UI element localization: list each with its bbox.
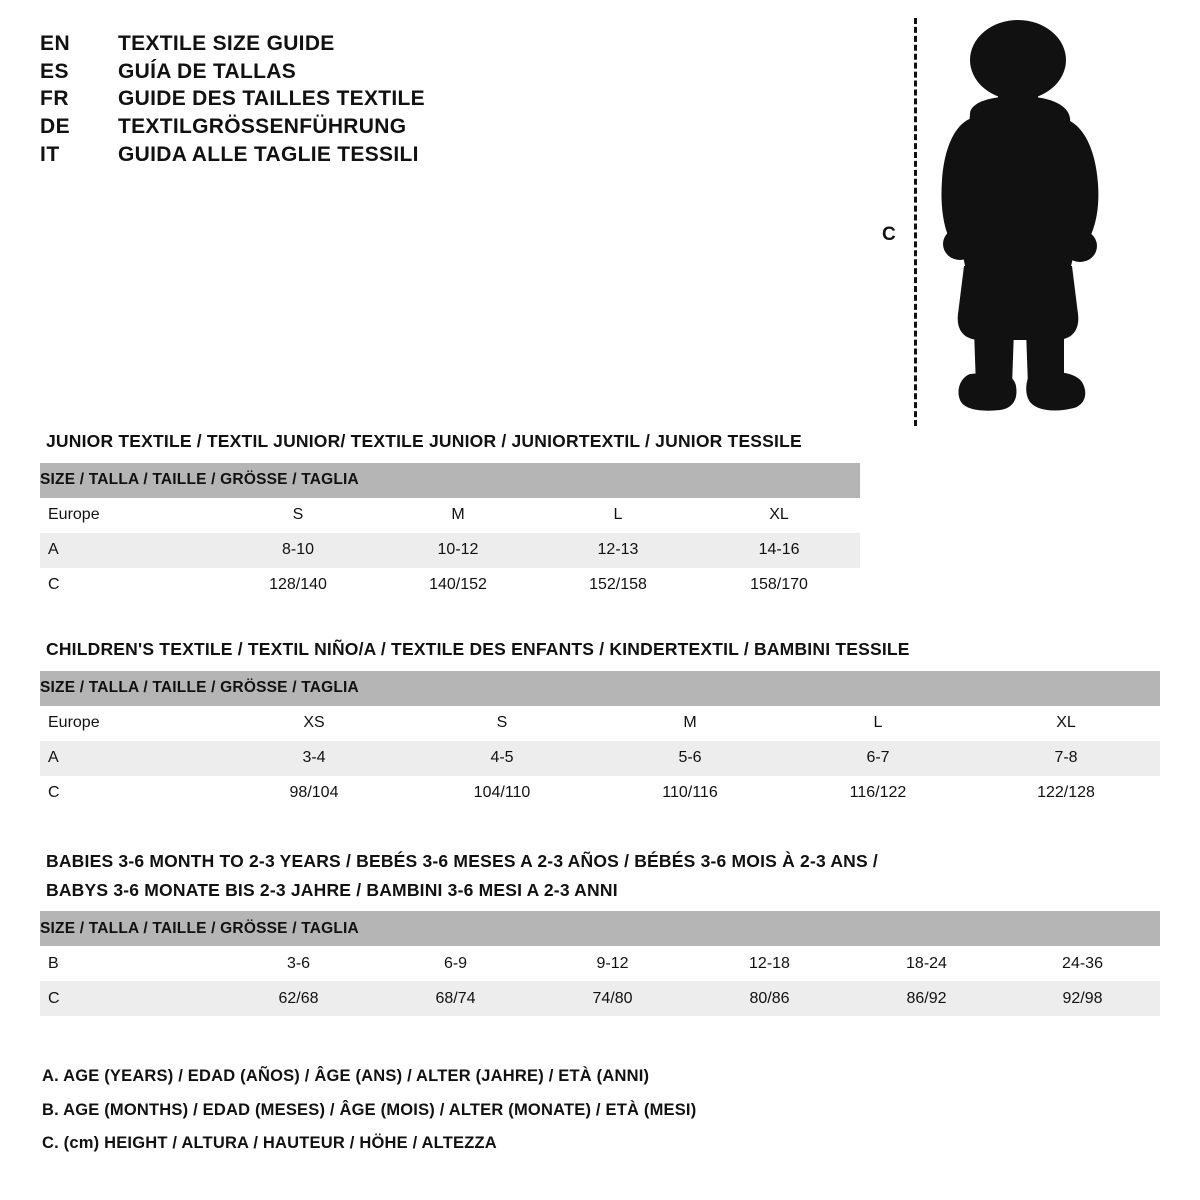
table-row bbox=[40, 568, 860, 603]
cell-value: 12-13 bbox=[538, 533, 698, 568]
size-bar-label: SIZE / TALLA / TAILLE / GRÖSSE / TAGLIA bbox=[40, 463, 860, 498]
cell-value: 74/80 bbox=[534, 981, 691, 1016]
language-row-en bbox=[40, 30, 600, 58]
cell-value: L bbox=[784, 706, 972, 741]
cell-value: 14-16 bbox=[698, 533, 860, 568]
language-code: IT bbox=[40, 142, 60, 166]
footnote-b: B. AGE (MONTHS) / EDAD (MESES) / ÂGE (MOIS) / ALTER (MONATE) / ETÀ (MESI) bbox=[42, 1100, 697, 1119]
table-children bbox=[40, 671, 1160, 811]
cell-value: 5-6 bbox=[596, 741, 784, 776]
cell-value: 86/92 bbox=[848, 981, 1005, 1016]
language-code: DE bbox=[40, 115, 71, 139]
row-label: Europe bbox=[40, 498, 218, 533]
row-label: C bbox=[40, 981, 220, 1016]
height-measurement-figure bbox=[882, 10, 1142, 430]
cell-value: 3-4 bbox=[220, 741, 408, 776]
cell-value: M bbox=[378, 498, 538, 533]
row-label: Europe bbox=[40, 706, 220, 741]
cell-value: 9-12 bbox=[534, 946, 691, 981]
cell-value: 62/68 bbox=[220, 981, 377, 1016]
row-label: A bbox=[40, 741, 220, 776]
cell-value: 122/128 bbox=[972, 776, 1160, 811]
table-row bbox=[40, 911, 1160, 946]
table-row bbox=[40, 533, 860, 568]
cell-value: 3-6 bbox=[220, 946, 377, 981]
row-label: C bbox=[40, 776, 220, 811]
cell-value: 7-8 bbox=[972, 741, 1160, 776]
section-children bbox=[40, 638, 1160, 811]
cell-value: 6-9 bbox=[377, 946, 534, 981]
cell-value: S bbox=[408, 706, 596, 741]
language-row-it bbox=[40, 141, 600, 169]
language-title: GUÍA DE TALLAS bbox=[118, 59, 297, 83]
cell-value: 92/98 bbox=[1005, 981, 1160, 1016]
cell-value: 24-36 bbox=[1005, 946, 1160, 981]
cell-value: 152/158 bbox=[538, 568, 698, 603]
footnote-a: A. AGE (YEARS) / EDAD (AÑOS) / ÂGE (ANS) / ALTER (JAHRE) / ETÀ (ANNI) bbox=[42, 1067, 650, 1085]
language-title-list bbox=[40, 30, 600, 169]
table-row bbox=[40, 776, 1160, 811]
language-row-de bbox=[40, 113, 600, 141]
cell-value: XL bbox=[698, 498, 860, 533]
language-title: GUIDA ALLE TAGLIE TESSILI bbox=[118, 142, 419, 166]
cell-value: 80/86 bbox=[691, 981, 848, 1016]
cell-value: 10-12 bbox=[378, 533, 538, 568]
language-row-es bbox=[40, 58, 600, 86]
table-row bbox=[40, 463, 860, 498]
table-junior bbox=[40, 463, 860, 603]
cell-value: 158/170 bbox=[698, 568, 860, 603]
footnote-list bbox=[42, 1068, 1092, 1169]
section-babies bbox=[40, 850, 1160, 1016]
section-title-junior: JUNIOR TEXTILE / TEXTIL JUNIOR/ TEXTILE JUNIOR / JUNIORTEXTIL / JUNIOR TESSILE bbox=[46, 431, 802, 451]
table-babies bbox=[40, 911, 1160, 1016]
cell-value: M bbox=[596, 706, 784, 741]
cell-value: S bbox=[218, 498, 378, 533]
cell-value: XS bbox=[220, 706, 408, 741]
row-label: C bbox=[40, 568, 218, 603]
cell-value: 8-10 bbox=[218, 533, 378, 568]
cell-value: L bbox=[538, 498, 698, 533]
cell-value: 104/110 bbox=[408, 776, 596, 811]
section-junior bbox=[40, 430, 1160, 603]
section-title-babies: BABIES 3-6 MONTH TO 2-3 YEARS / BEBÉS 3-6 MESES A 2-3 AÑOS / BÉBÉS 3-6 MOIS À 2-3 ANS / bbox=[46, 851, 878, 871]
language-title: TEXTILGRÖSSENFÜHRUNG bbox=[118, 115, 407, 139]
language-title: GUIDE DES TAILLES TEXTILE bbox=[118, 87, 425, 111]
cell-value: 128/140 bbox=[218, 568, 378, 603]
table-row bbox=[40, 741, 1160, 776]
language-code: FR bbox=[40, 87, 69, 111]
table-row bbox=[40, 671, 1160, 706]
cell-value: 68/74 bbox=[377, 981, 534, 1016]
toddler-silhouette-icon bbox=[930, 18, 1130, 428]
language-code: ES bbox=[40, 59, 70, 83]
table-row bbox=[40, 498, 860, 533]
cell-value: 98/104 bbox=[220, 776, 408, 811]
cell-value: 12-18 bbox=[691, 946, 848, 981]
cell-value: 110/116 bbox=[596, 776, 784, 811]
language-code: EN bbox=[40, 32, 71, 55]
footnote-c: C. (cm) HEIGHT / ALTURA / HAUTEUR / HÖHE / ALTEZZA bbox=[42, 1134, 497, 1152]
cell-value: 18-24 bbox=[848, 946, 1005, 981]
table-row bbox=[40, 946, 1160, 981]
table-row bbox=[40, 981, 1160, 1016]
table-row bbox=[40, 706, 1160, 741]
cell-value: 4-5 bbox=[408, 741, 596, 776]
row-label: B bbox=[40, 946, 220, 981]
size-bar-label: SIZE / TALLA / TAILLE / GRÖSSE / TAGLIA bbox=[40, 671, 1160, 706]
cell-value: XL bbox=[972, 706, 1160, 741]
size-bar-label: SIZE / TALLA / TAILLE / GRÖSSE / TAGLIA bbox=[40, 911, 1160, 946]
section-title-babies-line2: BABYS 3-6 MONATE BIS 2-3 JAHRE / BAMBINI 3-6 MESI A 2-3 ANNI bbox=[46, 879, 618, 900]
row-label: A bbox=[40, 533, 218, 568]
section-title-children: CHILDREN'S TEXTILE / TEXTIL NIÑO/A / TEXTILE DES ENFANTS / KINDERTEXTIL / BAMBINI TESSILE bbox=[46, 639, 910, 659]
language-row-fr bbox=[40, 85, 600, 113]
height-measure-label: C bbox=[882, 224, 896, 245]
cell-value: 140/152 bbox=[378, 568, 538, 603]
language-title: TEXTILE SIZE GUIDE bbox=[118, 32, 335, 55]
cell-value: 116/122 bbox=[784, 776, 972, 811]
height-dashed-line bbox=[914, 18, 917, 426]
cell-value: 6-7 bbox=[784, 741, 972, 776]
